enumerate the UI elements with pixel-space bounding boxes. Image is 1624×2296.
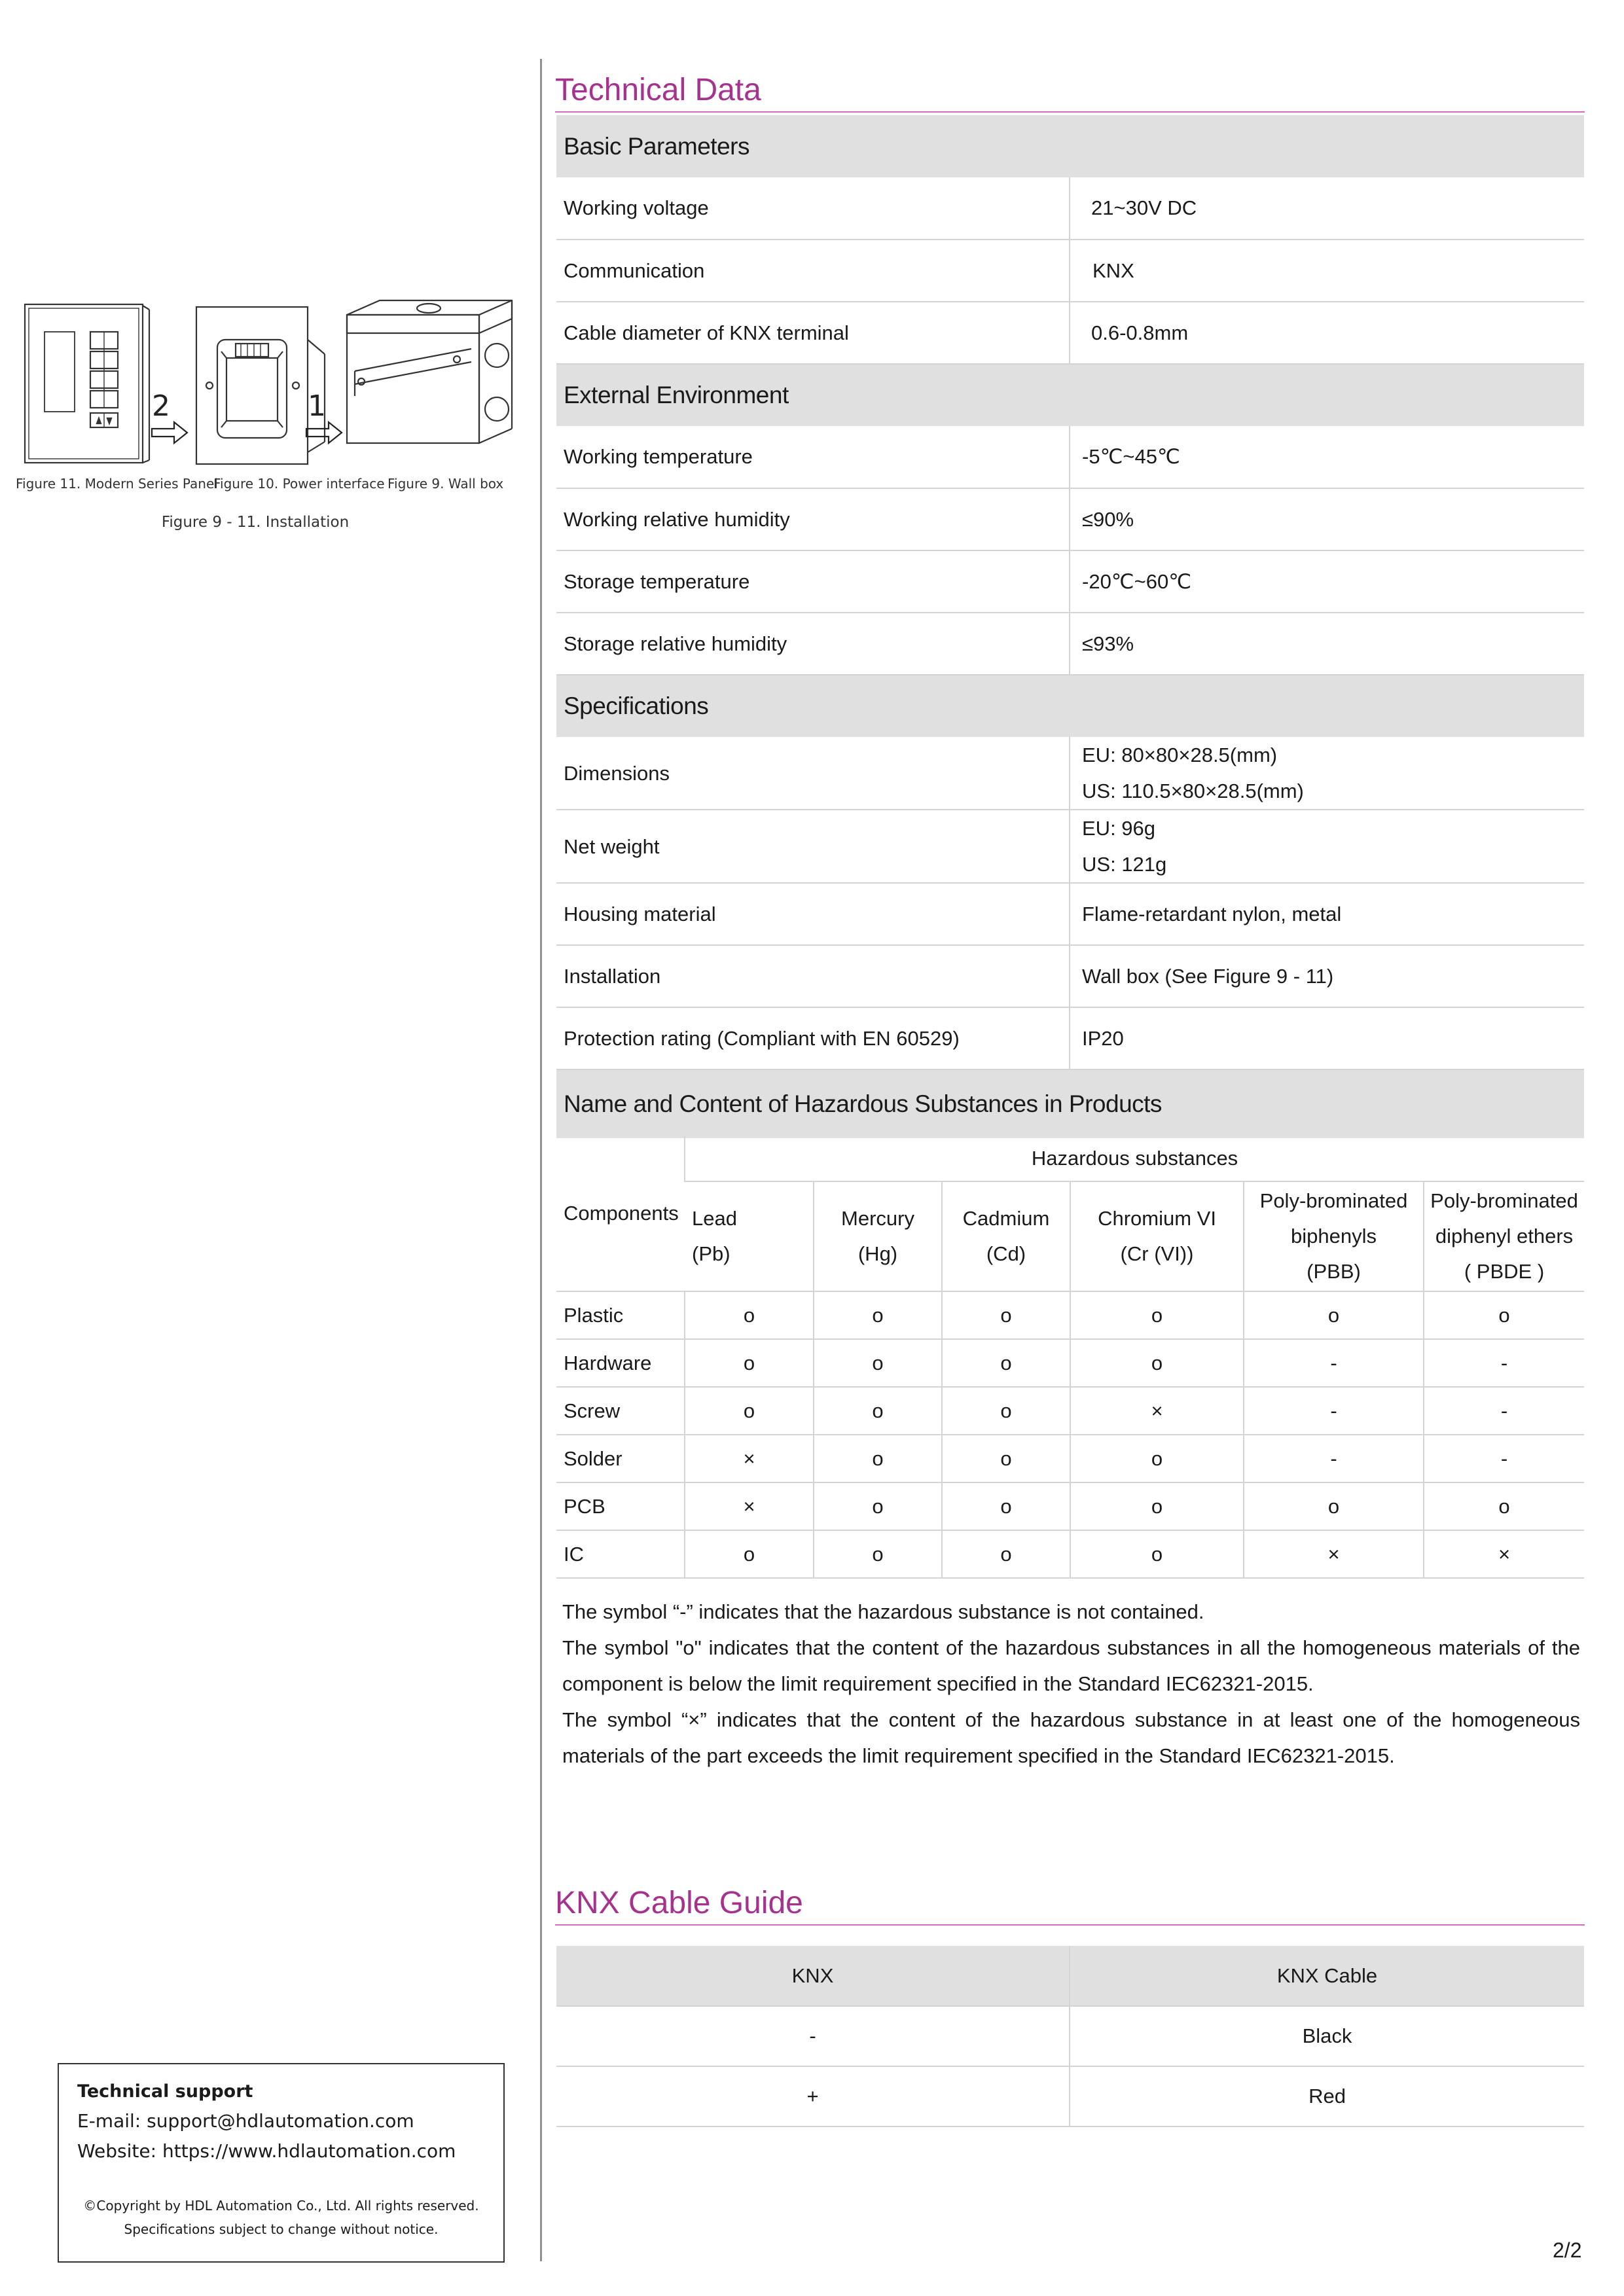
arrow-right-icon xyxy=(152,422,187,443)
table-cell: o xyxy=(942,1387,1070,1435)
param-label: Storage temperature xyxy=(556,550,1070,613)
table-cell: o xyxy=(1424,1291,1584,1339)
note-cross: The symbol “×” indicates that the content of the hazardous substance in at least one of the homogeneous materials of the part exceeds the limit requirement specified in the Standard IEC62321-2015. xyxy=(562,1708,1580,1767)
table-row xyxy=(556,302,1584,364)
param-label: Working voltage xyxy=(556,177,1070,240)
table-row xyxy=(556,240,1584,302)
panel-drawing xyxy=(25,304,149,463)
weight-us: US: 121g xyxy=(1082,853,1167,876)
table-row xyxy=(556,1435,1584,1482)
technical-data-table xyxy=(556,115,1584,1138)
param-label: Storage relative humidity xyxy=(556,613,1070,675)
table-header-row xyxy=(556,1136,1584,1181)
column-header-chromium: Chromium VI (Cr (VI)) xyxy=(1070,1181,1244,1291)
table-cell: × xyxy=(1244,1530,1424,1578)
table-cell: o xyxy=(1424,1482,1584,1530)
table-cell: - xyxy=(1424,1387,1584,1435)
component-name: PCB xyxy=(556,1482,685,1530)
table-cell: o xyxy=(942,1291,1070,1339)
param-value: 21~30V DC xyxy=(1070,177,1584,240)
component-name: Screw xyxy=(556,1387,685,1435)
support-website: Website: https://www.hdlautomation.com xyxy=(77,2140,456,2162)
dimensions-eu: EU: 80×80×28.5(mm) xyxy=(1082,744,1278,766)
table-row xyxy=(556,1007,1584,1069)
knx-cable-table xyxy=(556,1946,1584,2127)
param-label: Cable diameter of KNX terminal xyxy=(556,302,1070,364)
table-row xyxy=(556,177,1584,240)
table-row xyxy=(556,1339,1584,1387)
wall-box-drawing xyxy=(347,300,512,443)
column-header-knx: KNX xyxy=(556,1946,1070,2006)
param-value: KNX xyxy=(1070,240,1584,302)
table-cell: o xyxy=(685,1530,814,1578)
table-cell: - xyxy=(1424,1339,1584,1387)
table-cell: o xyxy=(814,1482,942,1530)
column-header-lead: Lead (Pb) xyxy=(685,1181,814,1291)
hazardous-substances-group-header: Hazardous substances xyxy=(685,1136,1584,1181)
column-header-knx-cable: KNX Cable xyxy=(1070,1946,1584,2006)
table-cell: o xyxy=(942,1530,1070,1578)
table-row xyxy=(556,488,1584,550)
table-cell: - xyxy=(1244,1435,1424,1482)
table-cell: × xyxy=(685,1482,814,1530)
param-label: Working temperature xyxy=(556,426,1070,488)
param-label: Communication xyxy=(556,240,1070,302)
table-row xyxy=(556,945,1584,1007)
support-title: Technical support xyxy=(77,2081,253,2102)
note-o: The symbol "o" indicates that the content of the hazardous substances in all the homogeneous materials of the component is below the limit requirement specified in the Standard IEC62321-2015. xyxy=(562,1636,1580,1695)
param-label: Dimensions xyxy=(556,737,1070,810)
table-cell: + xyxy=(556,2066,1070,2126)
installation-illustration xyxy=(13,298,517,494)
external-environment-heading: External Environment xyxy=(556,364,1584,426)
table-row xyxy=(556,810,1584,883)
param-label: Net weight xyxy=(556,810,1070,883)
table-row xyxy=(556,550,1584,613)
column-header-mercury: Mercury (Hg) xyxy=(814,1181,942,1291)
figure-10-label: Figure 10. Power interface xyxy=(213,476,385,492)
table-row xyxy=(556,883,1584,945)
param-label: Protection rating (Compliant with EN 60529) xyxy=(556,1007,1070,1069)
param-value: 0.6-0.8mm xyxy=(1070,302,1584,364)
table-cell: o xyxy=(685,1387,814,1435)
notice-text: Specifications subject to change without notice. xyxy=(124,2221,439,2237)
column-divider xyxy=(540,59,542,2261)
param-value: ≤90% xyxy=(1070,488,1584,550)
step-number-1: 1 xyxy=(308,389,326,423)
param-value: -5℃~45℃ xyxy=(1070,426,1584,488)
table-cell: o xyxy=(942,1482,1070,1530)
param-label: Working relative humidity xyxy=(556,488,1070,550)
technical-data-title: Technical Data xyxy=(555,73,761,107)
component-name: Plastic xyxy=(556,1291,685,1339)
component-name: Hardware xyxy=(556,1339,685,1387)
table-cell: o xyxy=(1070,1482,1244,1530)
table-cell: - xyxy=(1424,1435,1584,1482)
support-email: E-mail: support@hdlautomation.com xyxy=(77,2110,414,2132)
table-cell: o xyxy=(942,1435,1070,1482)
table-row xyxy=(556,2006,1584,2066)
page-number: 2/2 xyxy=(1553,2238,1582,2262)
table-cell: - xyxy=(556,2006,1070,2066)
component-name: IC xyxy=(556,1530,685,1578)
figure-9-label: Figure 9. Wall box xyxy=(388,476,504,492)
param-value xyxy=(1070,737,1584,810)
param-value xyxy=(1070,810,1584,883)
components-header: Components xyxy=(556,1136,685,1291)
section-header-row xyxy=(556,1069,1584,1138)
table-cell: Red xyxy=(1070,2066,1584,2126)
param-label: Installation xyxy=(556,945,1070,1007)
table-row xyxy=(556,1482,1584,1530)
title-underline xyxy=(555,1924,1585,1926)
param-label: Housing material xyxy=(556,883,1070,945)
table-cell: o xyxy=(814,1435,942,1482)
table-row xyxy=(556,1530,1584,1578)
table-cell: o xyxy=(1244,1291,1424,1339)
component-name: Solder xyxy=(556,1435,685,1482)
section-header-row xyxy=(556,364,1584,426)
weight-eu: EU: 96g xyxy=(1082,817,1156,840)
table-cell: o xyxy=(814,1387,942,1435)
section-header-row xyxy=(556,115,1584,177)
note-dash: The symbol “-” indicates that the hazardous substance is not contained. xyxy=(562,1600,1204,1623)
figure-11-label: Figure 11. Modern Series Panel xyxy=(16,476,218,492)
title-underline xyxy=(555,111,1585,113)
table-cell: o xyxy=(1070,1530,1244,1578)
hazardous-substances-table xyxy=(556,1136,1584,1579)
table-cell: o xyxy=(814,1339,942,1387)
table-header-row xyxy=(556,1946,1584,2006)
table-cell: - xyxy=(1244,1339,1424,1387)
table-cell: o xyxy=(1070,1291,1244,1339)
table-cell: o xyxy=(685,1291,814,1339)
column-header-pbb: Poly-brominated biphenyls (PBB) xyxy=(1244,1181,1424,1291)
table-cell: Black xyxy=(1070,2006,1584,2066)
table-row xyxy=(556,1291,1584,1339)
table-row xyxy=(556,737,1584,810)
param-value: IP20 xyxy=(1070,1007,1584,1069)
symbol-notes xyxy=(562,1594,1580,1774)
dimensions-us: US: 110.5×80×28.5(mm) xyxy=(1082,780,1304,802)
copyright-text: ©Copyright by HDL Automation Co., Ltd. All rights reserved. xyxy=(83,2198,479,2214)
table-row xyxy=(556,613,1584,675)
table-row xyxy=(556,426,1584,488)
table-cell: o xyxy=(942,1339,1070,1387)
table-cell: o xyxy=(685,1339,814,1387)
param-value: ≤93% xyxy=(1070,613,1584,675)
power-interface-drawing xyxy=(196,307,325,464)
param-value: Flame-retardant nylon, metal xyxy=(1070,883,1584,945)
column-header-cadmium: Cadmium (Cd) xyxy=(942,1181,1070,1291)
knx-cable-guide-title: KNX Cable Guide xyxy=(555,1886,803,1920)
installation-figures xyxy=(13,298,517,507)
step-number-2: 2 xyxy=(152,389,170,423)
table-cell: - xyxy=(1244,1387,1424,1435)
table-cell: o xyxy=(1070,1435,1244,1482)
param-value: -20℃~60℃ xyxy=(1070,550,1584,613)
table-cell: o xyxy=(1070,1339,1244,1387)
table-cell: o xyxy=(814,1530,942,1578)
table-header-row xyxy=(556,1181,1584,1291)
table-cell: o xyxy=(1244,1482,1424,1530)
param-value: Wall box (See Figure 9 - 11) xyxy=(1070,945,1584,1007)
basic-parameters-heading: Basic Parameters xyxy=(556,115,1584,177)
table-cell: × xyxy=(1424,1530,1584,1578)
table-cell: × xyxy=(1070,1387,1244,1435)
section-header-row xyxy=(556,675,1584,737)
hazardous-substances-heading: Name and Content of Hazardous Substances in Products xyxy=(556,1069,1584,1138)
technical-support-box xyxy=(58,2063,505,2263)
table-row xyxy=(556,2066,1584,2126)
table-row xyxy=(556,1387,1584,1435)
specifications-heading: Specifications xyxy=(556,675,1584,737)
column-header-pbde: Poly-brominated diphenyl ethers ( PBDE ) xyxy=(1424,1181,1584,1291)
figure-caption: Figure 9 - 11. Installation xyxy=(161,514,350,531)
table-cell: o xyxy=(814,1291,942,1339)
table-cell: × xyxy=(685,1435,814,1482)
